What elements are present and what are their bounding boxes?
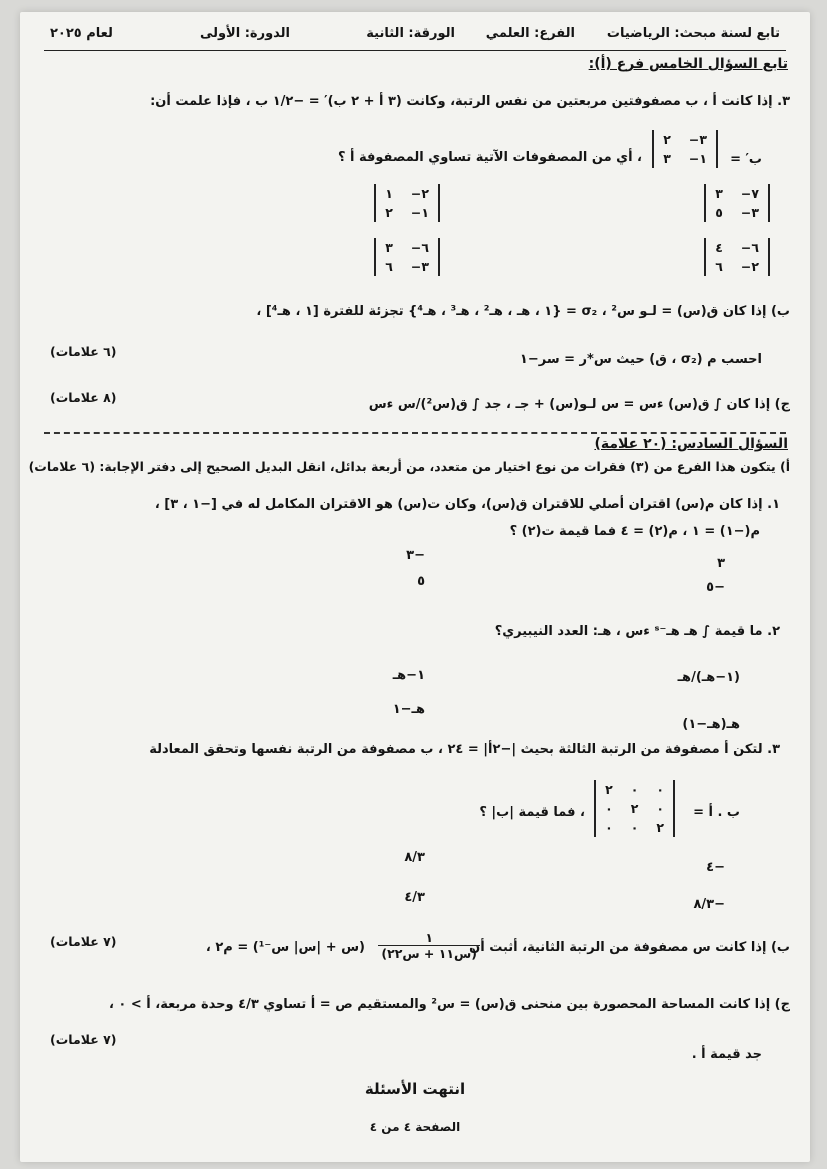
page-number: الصفحة ٤ من ٤ bbox=[369, 1120, 461, 1134]
matrix-cell: −٣ bbox=[740, 205, 759, 220]
q6-i3-eq: ب . أ = bbox=[693, 805, 740, 820]
q5-b-compute: احسب م (σ₂ ، ق) حيث س*ر = سر−١ bbox=[519, 352, 762, 367]
header-subject: تابع لسنة مبحث: الرياضيات bbox=[606, 26, 780, 41]
q6-i2-option[interactable]: هـ−١ bbox=[392, 702, 425, 717]
matrix-cell: −٦ bbox=[410, 240, 429, 255]
q6-c-find: جد قيمة أ . bbox=[691, 1047, 762, 1062]
exam-page bbox=[20, 12, 810, 1162]
matrix-cell: ٣ bbox=[715, 186, 723, 201]
matrix-cell: ٠ bbox=[605, 820, 613, 835]
option-c-matrix[interactable] bbox=[704, 238, 770, 276]
q6-b-fraction bbox=[378, 930, 480, 961]
matrix-cell: −٦ bbox=[740, 240, 759, 255]
q5-b-text: ب) إذا كان ق(س) = لـو س² ، σ₂ = {١ ، هـ ، هـ² ، هـ³ ، هـ⁴} تجزئة للفترة [١ ، هـ⁴] ، bbox=[256, 304, 790, 319]
q6-i2-option[interactable]: هـ(هـ−١) bbox=[682, 717, 740, 732]
matrix-cell: ٠ bbox=[656, 782, 664, 797]
option-b-matrix[interactable] bbox=[374, 184, 440, 222]
matrix-cell: −٢ bbox=[740, 259, 759, 274]
matrix-cell: ٢ bbox=[656, 820, 664, 835]
matrix-cell: ٢ bbox=[663, 132, 671, 147]
q6-b-text: ب) إذا كانت س مصفوفة من الرتبة الثانية، أثبت أن bbox=[469, 940, 790, 955]
matrix-cell: −١ bbox=[688, 151, 707, 166]
q6-i2-text: ٢. ما قيمة ∫ هـ هـ⁻ˢ ءس ، هـ: العدد النيبيري؟ bbox=[494, 624, 780, 639]
matrix-cell: −٣ bbox=[688, 132, 707, 147]
q6-i1-option[interactable]: ٥ bbox=[417, 574, 425, 589]
matrix-cell: ٥ bbox=[715, 205, 723, 220]
q6-i3-option[interactable]: −٨/٣ bbox=[693, 897, 725, 912]
header-year: لعام ٢٠٢٥ bbox=[50, 26, 113, 41]
matrix-cell: ١ bbox=[385, 186, 393, 201]
q5-b-marks: (٦ علامات) bbox=[50, 344, 117, 359]
matrix-cell: ٠ bbox=[630, 782, 639, 797]
matrix-cell: ٤ bbox=[715, 240, 723, 255]
matrix-cell: ٦ bbox=[385, 259, 393, 274]
section-divider bbox=[44, 432, 786, 434]
q6-i1-option[interactable]: ٣ bbox=[717, 556, 725, 571]
matrix-cell: ٢ bbox=[605, 782, 613, 797]
option-d-matrix[interactable] bbox=[374, 238, 440, 276]
q5-c-marks: (٨ علامات) bbox=[50, 390, 117, 405]
q6-a-text: أ) يتكون هذا الفرع من (٣) فقرات من نوع اختيار من متعدد، من أربعة بدائل، انقل البديل الصحيح إلى دفتر الإجابة: (٦ علامات) bbox=[28, 459, 790, 474]
q6-i2-option[interactable]: ١−هـ bbox=[392, 668, 425, 683]
matrix-cell: −٧ bbox=[740, 186, 759, 201]
q6-i3-question: ، فما قيمة |ب| ؟ bbox=[479, 805, 585, 820]
matrix-cell: ٢ bbox=[385, 205, 393, 220]
q6-i2-option[interactable]: (١−هـ)/هـ bbox=[677, 670, 740, 685]
i3-matrix bbox=[594, 780, 675, 837]
header-session: الدورة: الأولى bbox=[199, 26, 290, 41]
matrix-cell: ٠ bbox=[656, 801, 664, 816]
header-paper: الورقة: الثانية bbox=[366, 26, 455, 41]
q6-i1-text: ١. إذا كان م(س) اقتران أصلي للاقتران ق(س)، وكان ت(س) هو الاقتران المكامل له في [−١ ، ٣] ، bbox=[154, 497, 780, 512]
fraction-numerator: ١ bbox=[378, 930, 480, 946]
q6-title: السؤال السادس: (٢٠ علامة) bbox=[594, 436, 788, 452]
q6-c-marks: (٧ علامات) bbox=[50, 1032, 117, 1047]
matrix-cell: ٢ bbox=[630, 801, 639, 816]
q6-i3-option[interactable]: ٨/٣ bbox=[404, 850, 425, 865]
header-branch: الفرع: العلمي bbox=[485, 26, 575, 41]
given-matrix bbox=[652, 130, 718, 168]
q5-title: تابع السؤال الخامس فرع (أ): bbox=[588, 56, 788, 72]
option-a-matrix[interactable] bbox=[704, 184, 770, 222]
matrix-cell: −٢ bbox=[410, 186, 429, 201]
end-of-questions: انتهت الأسئلة bbox=[364, 1080, 466, 1098]
matrix-cell: ٠ bbox=[605, 801, 613, 816]
q5-p3-text: ٣. إذا كانت أ ، ب مصفوفتين مربعتين من نفس الرتبة، وكانت (٣ أ + ٢ ب)′ = −١/٢ ب ، فإذا علمت أن: bbox=[150, 94, 790, 109]
q6-i3-option[interactable]: ٤/٣ bbox=[404, 890, 425, 905]
matrix-cell: ٣ bbox=[385, 240, 393, 255]
matrix-cell: −٣ bbox=[410, 259, 429, 274]
matrix-cell: ٣ bbox=[663, 151, 671, 166]
fraction-denominator: (س١١ + س٢٢) bbox=[381, 946, 477, 961]
q6-i3-text: ٣. لتكن أ مصفوفة من الرتبة الثالثة بحيث |−٢أ| = ٢٤ ، ب مصفوفة من الرتبة نفسها وتحقق المعادلة bbox=[149, 742, 780, 757]
matrix-cell: ٠ bbox=[630, 820, 639, 835]
q5-c-text: ج) إذا كان ∫ ق(س) ءس = س لـو(س) + جـ ، جد ∫ ق(س²)/س ءس bbox=[368, 397, 790, 412]
q6-i1-cond: م(−١) = ١ ، م(٢) = ٤ فما قيمة ت(٢) ؟ bbox=[509, 524, 760, 539]
header-divider bbox=[44, 50, 786, 51]
q6-b-equation: (س + |س| س⁻¹) = م٢ ، bbox=[205, 940, 365, 955]
matrix-cell: −١ bbox=[410, 205, 429, 220]
q6-c-text: ج) إذا كانت المساحة المحصورة بين منحنى ق(س) = س² والمستقيم ص = أ تساوي ٤/٣ وحدة مربعة، أ > ٠ ، bbox=[108, 997, 790, 1012]
q5-p3-given-label: ب′ = bbox=[730, 152, 762, 167]
q6-b-marks: (٧ علامات) bbox=[50, 934, 117, 949]
q6-i1-option[interactable]: −٣ bbox=[406, 548, 425, 563]
q5-p3-question: ، أي من المصفوفات الآتية تساوي المصفوفة أ ؟ bbox=[337, 150, 642, 165]
q6-i3-option[interactable]: −٤ bbox=[706, 860, 725, 875]
q6-i1-option[interactable]: −٥ bbox=[706, 580, 725, 595]
matrix-cell: ٦ bbox=[715, 259, 723, 274]
